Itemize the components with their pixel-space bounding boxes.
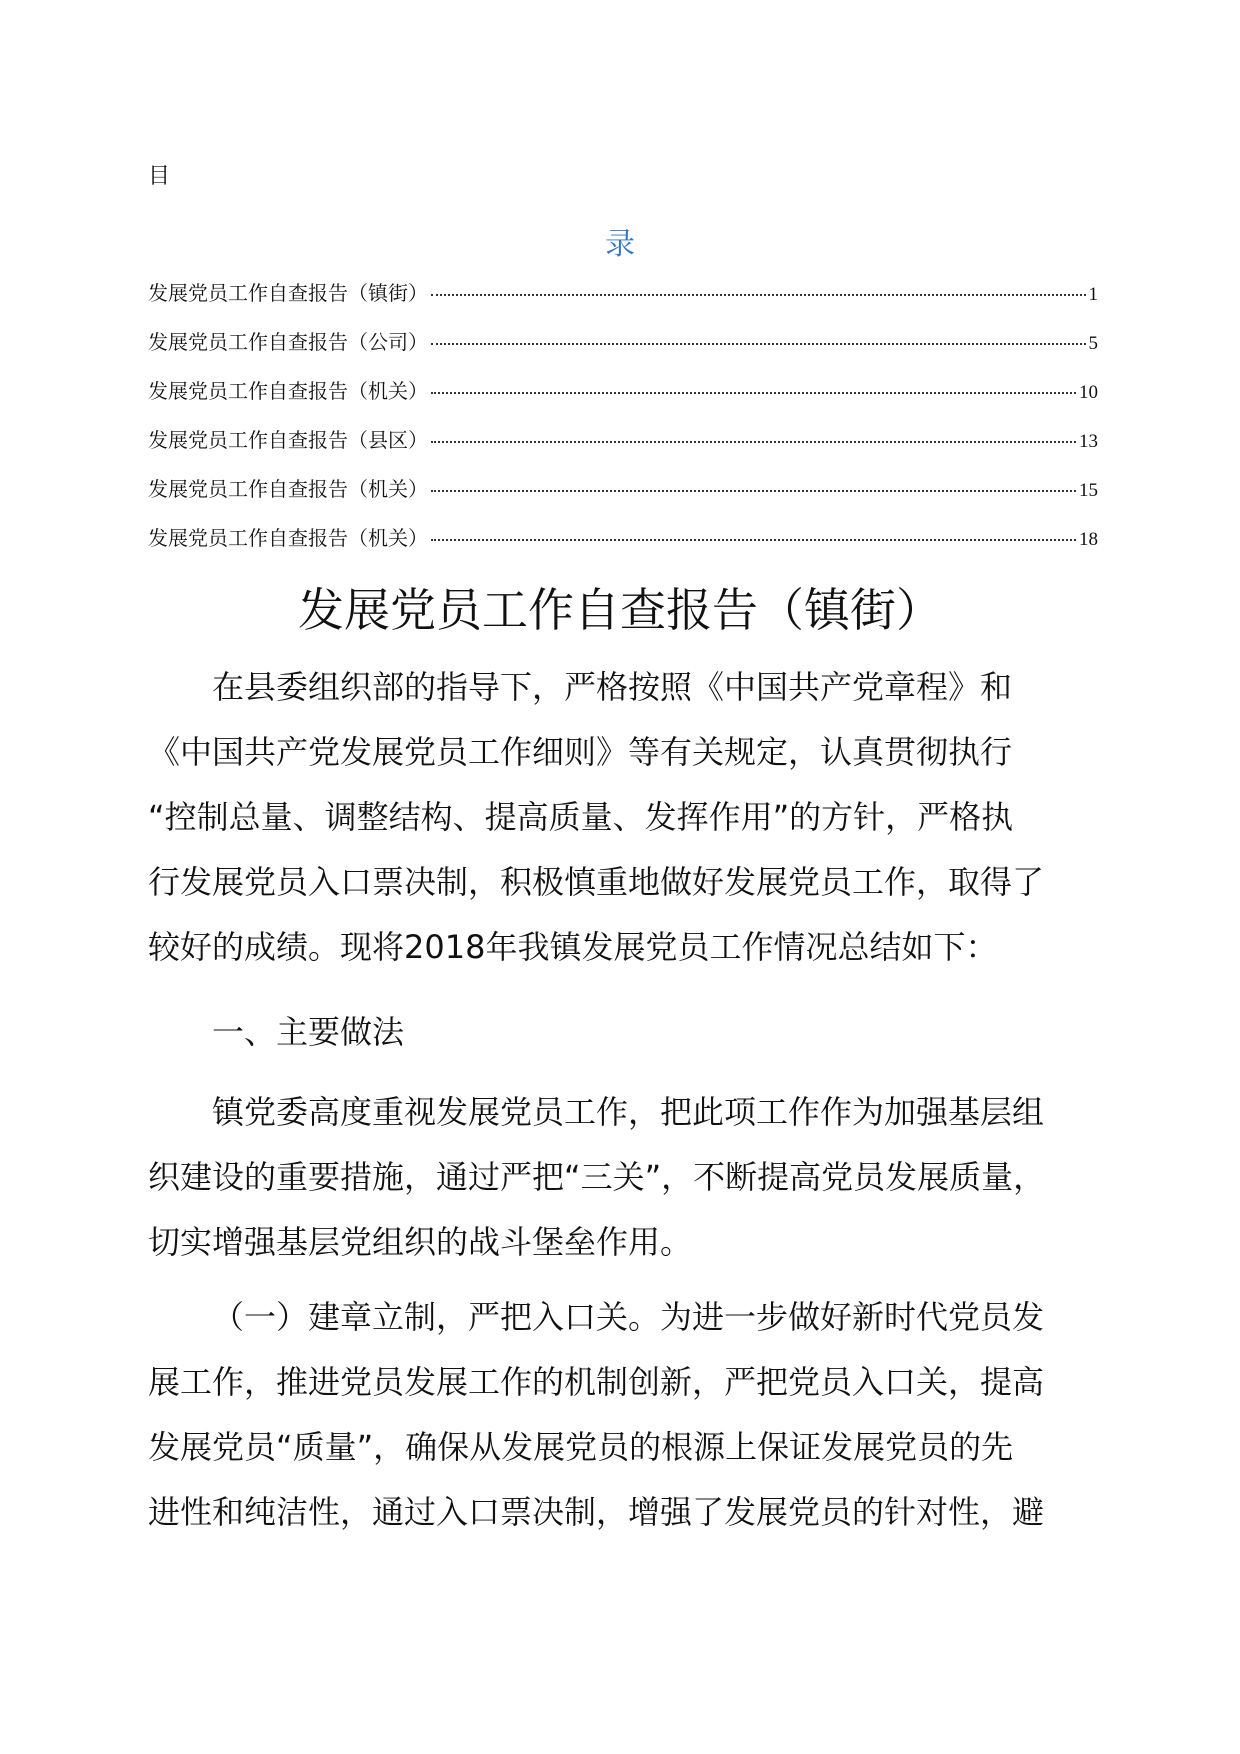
toc-entry-title: 发展党员工作自查报告（公司） <box>148 330 428 354</box>
paragraph-line: 镇党委高度重视发展党员工作，把此项工作作为加强基层组 <box>212 1093 1045 1131</box>
toc-entry[interactable] <box>148 278 1098 327</box>
toc-heading-part2: 录 <box>605 227 635 262</box>
table-of-contents <box>148 278 1098 572</box>
toc-entry-title: 发展党员工作自查报告（镇街） <box>148 281 428 305</box>
subsection1-paragraph <box>148 1285 1098 1545</box>
paragraph-line: 《中国共产党发展党员工作细则》等有关规定，认真贯彻执行 <box>148 733 1013 771</box>
paragraph-line: 发展党员“质量”，确保从发展党员的根源上保证发展党员的先 <box>148 1428 1014 1466</box>
paragraph-line: 切实增强基层党组织的战斗堡垒作用。 <box>148 1223 693 1261</box>
toc-entry-page: 15 <box>1079 480 1098 501</box>
toc-entry-title: 发展党员工作自查报告（机关） <box>148 526 428 550</box>
toc-entry-page: 13 <box>1079 431 1098 452</box>
toc-entry-page: 5 <box>1088 333 1098 354</box>
toc-leader-dots <box>431 489 1076 492</box>
intro-paragraph <box>148 655 1098 980</box>
toc-entry-title: 发展党员工作自查报告（机关） <box>148 379 428 403</box>
toc-leader-dots <box>431 391 1076 394</box>
toc-entry-title: 发展党员工作自查报告（机关） <box>148 477 428 501</box>
paragraph-line: “控制总量、调整结构、提高质量、发挥作用”的方针，严格执 <box>148 798 1014 836</box>
paragraph-line: 在县委组织部的指导下，严格按照《中国共产党章程》和 <box>212 668 1013 706</box>
paragraph-line: 展工作，推进党员发展工作的机制创新，严把党员入口关，提高 <box>148 1363 1045 1401</box>
toc-entry-page: 10 <box>1079 382 1098 403</box>
toc-leader-dots <box>431 293 1086 296</box>
toc-entry[interactable] <box>148 327 1098 376</box>
toc-heading-part1: 目 <box>148 164 171 189</box>
toc-leader-dots <box>431 538 1076 541</box>
toc-entry[interactable] <box>148 425 1098 474</box>
toc-entry[interactable] <box>148 523 1098 572</box>
toc-leader-dots <box>431 440 1076 443</box>
paragraph-line: 进性和纯洁性，通过入口票决制，增强了发展党员的针对性，避 <box>148 1493 1045 1531</box>
paragraph-line: 较好的成绩。现将2018年我镇发展党员工作情况总结如下： <box>148 928 998 966</box>
section-heading: 一、主要做法 <box>212 1013 405 1051</box>
toc-entry-title: 发展党员工作自查报告（县区） <box>148 428 428 452</box>
document-title: 发展党员工作自查报告（镇街） <box>298 583 942 637</box>
paragraph-line: 织建设的重要措施，通过严把“三关”，不断提高党员发展质量， <box>148 1158 1046 1196</box>
toc-entry-page: 18 <box>1079 529 1098 550</box>
toc-leader-dots <box>431 342 1086 345</box>
toc-entry[interactable] <box>148 474 1098 523</box>
toc-entry[interactable] <box>148 376 1098 425</box>
toc-entry-page: 1 <box>1088 284 1098 305</box>
section1-paragraph <box>148 1080 1098 1275</box>
paragraph-line: 行发展党员入口票决制，积极慎重地做好发展党员工作，取得了 <box>148 863 1045 901</box>
paragraph-line: （一）建章立制，严把入口关。为进一步做好新时代党员发 <box>212 1298 1045 1336</box>
